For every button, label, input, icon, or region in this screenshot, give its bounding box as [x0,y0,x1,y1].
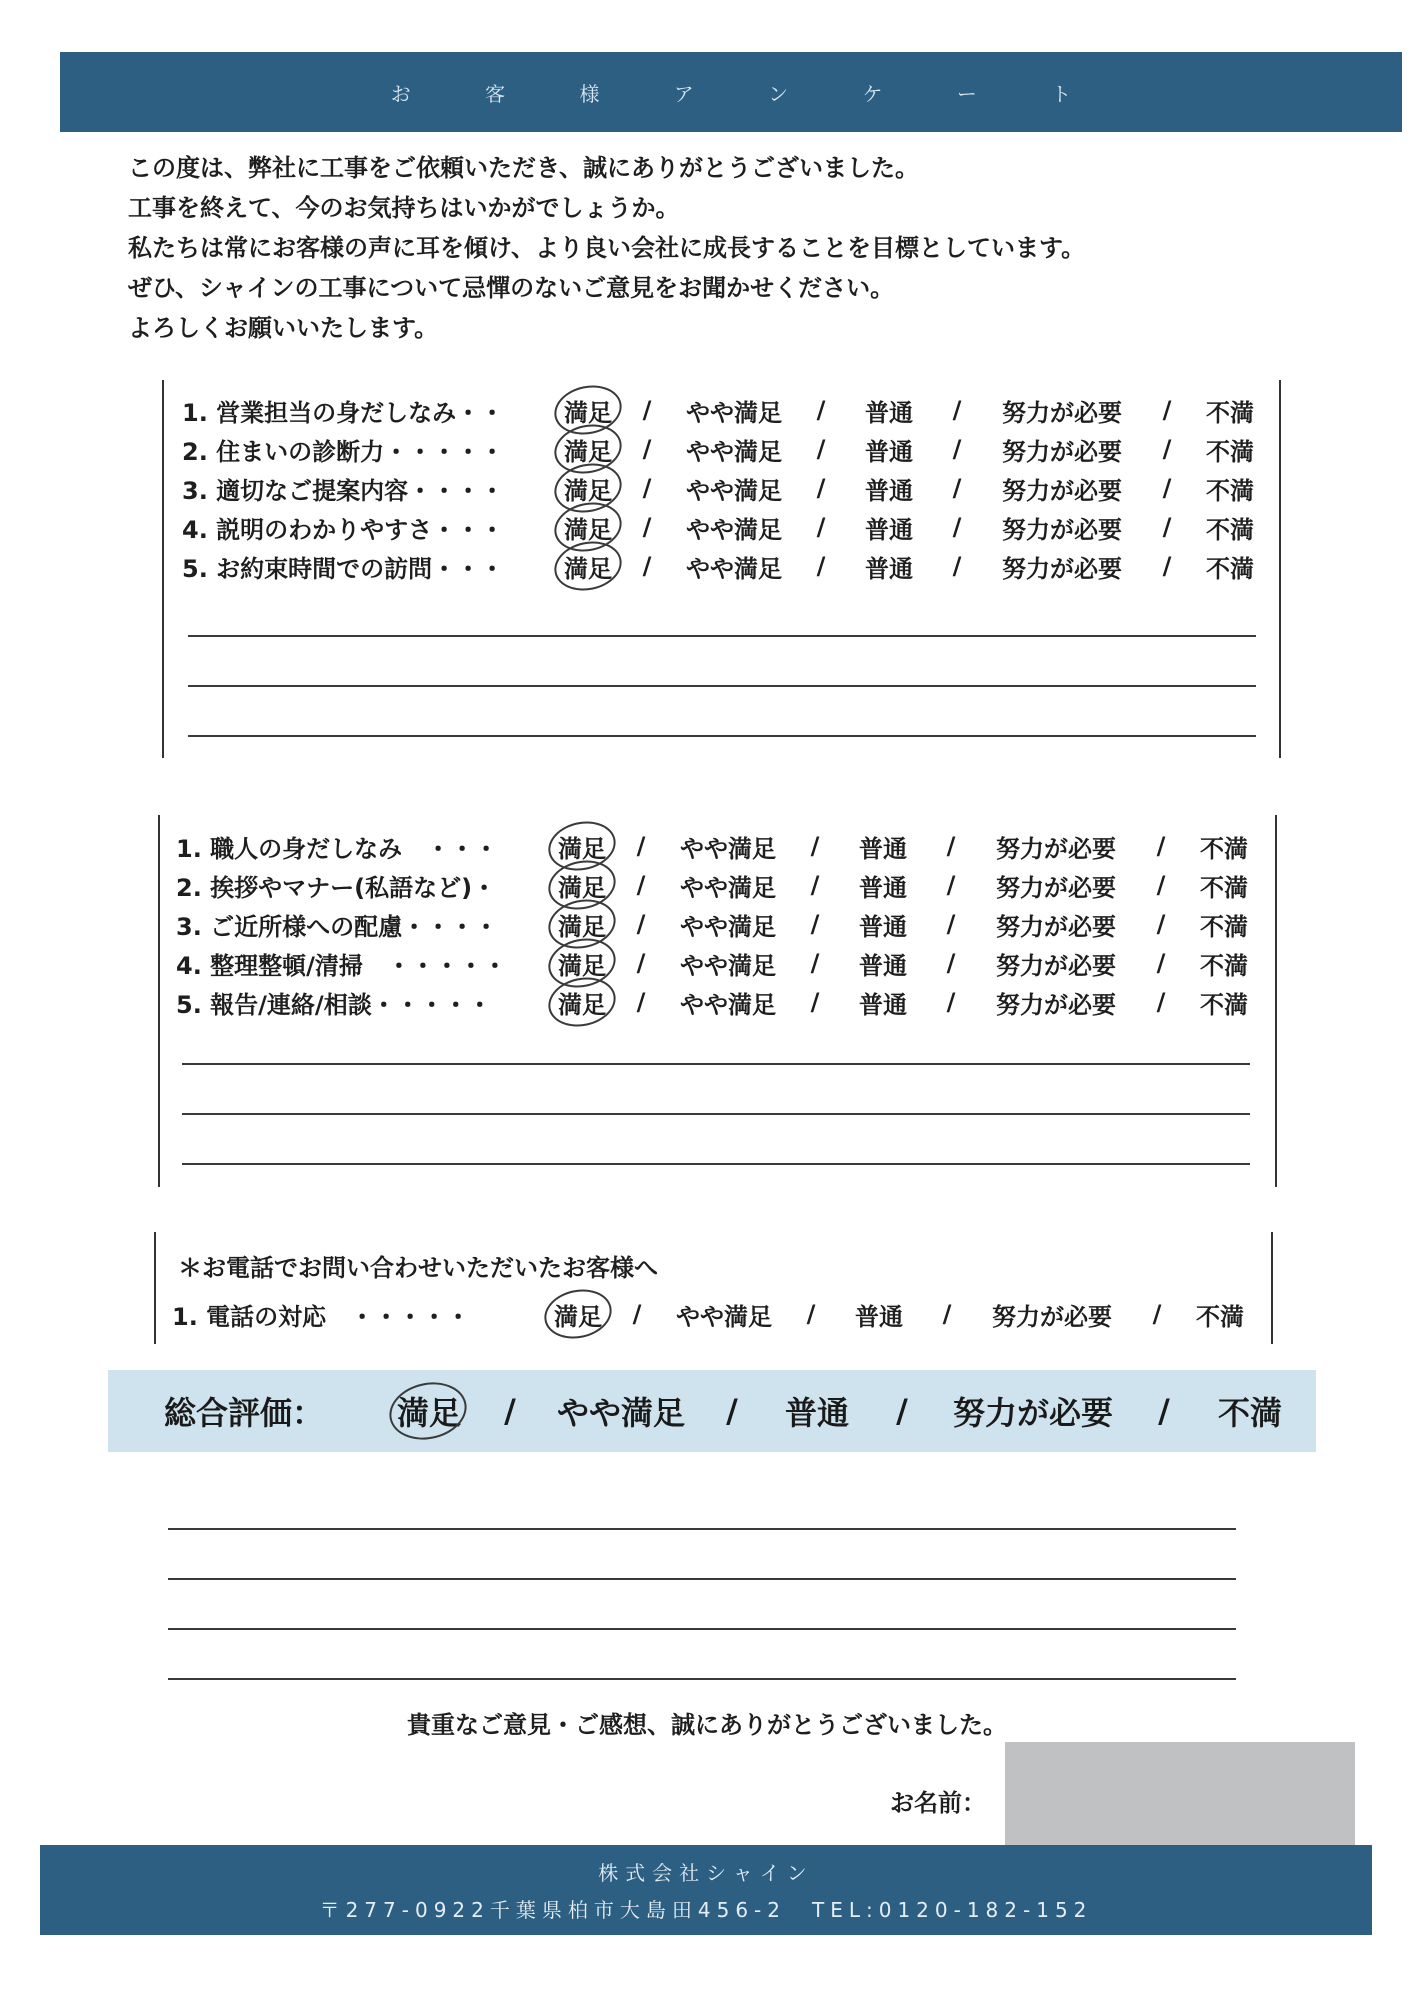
option-needs-effort[interactable] [969,946,1143,981]
option-label: やや満足 [680,990,776,1019]
option-satisfied[interactable] [541,946,623,981]
separator: / [642,435,652,463]
question-label: 4. 整理整頓/清掃 ・・・・・ [176,951,507,980]
question-label: 3. ご近所様への配慮・・・・ [176,912,499,941]
option-somewhat-satisfied[interactable] [655,1297,793,1332]
separator: / [952,513,962,541]
separator: / [1152,1300,1162,1328]
option-satisfied[interactable] [541,985,623,1020]
question-row [176,827,1269,865]
option-somewhat-satisfied[interactable] [659,907,797,942]
separator: / [726,1392,738,1430]
separator: / [946,910,956,938]
option-label: 満足 [558,912,606,941]
overall-option-needs-effort[interactable] [928,1388,1138,1434]
separator: / [816,474,826,502]
option-label: 不満 [1196,1302,1244,1331]
overall-rating-label: 総合評価： [164,1394,325,1432]
question-label: 2. 住まいの診断力・・・・・ [182,437,505,466]
option-label: 満足 [564,554,612,583]
overall-option-somewhat-satisfied[interactable] [536,1388,706,1434]
comment-line[interactable] [168,1628,1236,1630]
option-label: 普通 [784,1394,849,1432]
option-dissatisfied[interactable] [1179,829,1269,864]
question-label: 5. お約束時間での訪問・・・ [182,554,505,583]
separator: / [810,832,820,860]
option-dissatisfied[interactable] [1179,907,1269,942]
separator: / [632,1300,642,1328]
separator: / [946,832,956,860]
company-footer [40,1845,1372,1935]
separator: / [636,832,646,860]
option-label: 満足 [554,1302,602,1331]
option-average[interactable] [839,510,939,545]
option-dissatisfied[interactable] [1185,432,1275,467]
option-label: 満足 [564,476,612,505]
option-label: 不満 [1206,554,1254,583]
intro-line: 工事を終えて、今のお気持ちはいかがでしょうか。 [128,194,680,222]
option-needs-effort[interactable] [975,432,1149,467]
option-label: 普通 [865,515,913,544]
option-label: 普通 [865,398,913,427]
survey-title: お 客 様 ア ン ケ ー ト [390,81,1106,106]
intro-line: ぜひ、シャインの工事について忌憚のないご意見をお聞かせください。 [128,274,895,302]
intro-line: 私たちは常にお客様の声に耳を傾け、より良い会社に成長することを目標としています。 [128,234,1086,262]
option-label: 満足 [558,834,606,863]
option-label: 努力が必要 [996,912,1116,941]
option-satisfied[interactable] [547,471,629,506]
separator: / [946,871,956,899]
overall-option-satisfied[interactable] [374,1388,484,1434]
option-label: 不満 [1206,437,1254,466]
option-dissatisfied[interactable] [1185,549,1275,584]
separator: / [816,396,826,424]
option-label: やや満足 [686,476,782,505]
separator: / [504,1392,516,1430]
separator: / [1162,474,1172,502]
separator: / [816,552,826,580]
option-label: 普通 [859,873,907,902]
option-somewhat-satisfied[interactable] [665,432,803,467]
option-needs-effort[interactable] [975,393,1149,428]
option-somewhat-satisfied[interactable] [659,868,797,903]
option-label: 普通 [865,476,913,505]
option-dissatisfied[interactable] [1185,471,1275,506]
question-label: 5. 報告/連絡/相談・・・・・ [176,990,492,1019]
comment-line[interactable] [188,635,1256,637]
separator: / [636,949,646,977]
option-label: 努力が必要 [1002,437,1122,466]
option-label: やや満足 [680,951,776,980]
separator: / [642,474,652,502]
comment-line[interactable] [188,685,1256,687]
separator: / [942,1300,952,1328]
option-label: 満足 [564,515,612,544]
option-label: 努力が必要 [1002,398,1122,427]
question-label: 1. 職人の身だしなみ ・・・ [176,834,499,863]
option-label: 普通 [859,834,907,863]
option-needs-effort[interactable] [975,510,1149,545]
separator: / [642,552,652,580]
comment-line[interactable] [168,1678,1236,1680]
option-label: 努力が必要 [952,1394,1113,1432]
separator: / [952,474,962,502]
option-average[interactable] [833,829,933,864]
separator: / [806,1300,816,1328]
question-row [176,866,1269,904]
survey-title-banner [60,52,1402,132]
separator: / [1162,552,1172,580]
separator: / [816,435,826,463]
option-label: 努力が必要 [1002,476,1122,505]
separator: / [1162,435,1172,463]
option-label: やや満足 [686,554,782,583]
option-needs-effort[interactable] [975,549,1149,584]
separator: / [636,871,646,899]
option-label: やや満足 [556,1394,685,1432]
option-label: 普通 [865,437,913,466]
option-label: 不満 [1200,873,1248,902]
option-label: 不満 [1206,398,1254,427]
option-label: 努力が必要 [1002,554,1122,583]
option-label: 努力が必要 [996,990,1116,1019]
separator: / [816,513,826,541]
comment-line[interactable] [168,1578,1236,1580]
option-dissatisfied[interactable] [1185,393,1275,428]
comment-line[interactable] [188,735,1256,737]
option-label: 普通 [855,1302,903,1331]
separator: / [1156,832,1166,860]
separator: / [946,988,956,1016]
separator: / [810,871,820,899]
option-somewhat-satisfied[interactable] [665,393,803,428]
option-label: 満足 [564,398,612,427]
name-label: お名前： [890,1789,986,1817]
separator: / [1162,513,1172,541]
separator: / [642,513,652,541]
option-somewhat-satisfied[interactable] [659,829,797,864]
option-label: やや満足 [680,912,776,941]
option-label: 努力が必要 [996,834,1116,863]
company-name: 株式会社シャイン [598,1861,814,1885]
question-row [182,547,1275,585]
option-label: 努力が必要 [992,1302,1112,1331]
option-needs-effort[interactable] [969,985,1143,1020]
option-somewhat-satisfied[interactable] [665,510,803,545]
option-average[interactable] [833,946,933,981]
overall-option-dissatisfied[interactable] [1190,1388,1310,1434]
separator: / [1162,396,1172,424]
separator: / [896,1392,908,1430]
company-address: 〒277-0922千葉県柏市大島田456-2 TEL:0120-182-152 [319,1898,1093,1922]
question-label: 2. 挨拶やマナー(私語など)・ [176,873,497,902]
separator: / [952,435,962,463]
question-row [182,508,1275,546]
separator: / [810,949,820,977]
option-satisfied[interactable] [537,1297,619,1332]
option-label: やや満足 [686,515,782,544]
separator: / [946,949,956,977]
option-label: 不満 [1200,834,1248,863]
question-row [182,469,1275,507]
separator: / [636,988,646,1016]
option-satisfied[interactable] [541,868,623,903]
option-label: 普通 [859,951,907,980]
option-average[interactable] [829,1297,929,1332]
option-label: やや満足 [686,437,782,466]
separator: / [1156,871,1166,899]
option-average[interactable] [839,432,939,467]
option-average[interactable] [839,471,939,506]
question-label: 3. 適切なご提案内容・・・・ [182,476,505,505]
thanks-message: 貴重なご意見・ご感想、誠にありがとうございました。 [407,1711,1007,1739]
question-row [176,983,1269,1021]
option-satisfied[interactable] [547,432,629,467]
option-label: 不満 [1206,515,1254,544]
option-label: 不満 [1206,476,1254,505]
option-needs-effort[interactable] [969,829,1143,864]
option-average[interactable] [839,549,939,584]
question-row [176,944,1269,982]
question-label: 4. 説明のわかりやすさ・・・ [182,515,505,544]
option-needs-effort[interactable] [969,868,1143,903]
option-satisfied[interactable] [547,549,629,584]
option-satisfied[interactable] [541,829,623,864]
option-somewhat-satisfied[interactable] [659,946,797,981]
separator: / [810,910,820,938]
section-phone-title: ＊お電話でお問い合わせいただいたお客様へ [178,1254,658,1282]
option-dissatisfied[interactable] [1179,985,1269,1020]
option-satisfied[interactable] [547,510,629,545]
separator: / [1158,1392,1170,1430]
option-dissatisfied[interactable] [1185,510,1275,545]
question-row [182,391,1275,429]
option-dissatisfied[interactable] [1179,946,1269,981]
question-row [172,1295,1265,1333]
option-average[interactable] [839,393,939,428]
option-label: 普通 [859,912,907,941]
option-label: 努力が必要 [1002,515,1122,544]
option-label: やや満足 [680,834,776,863]
option-label: やや満足 [680,873,776,902]
option-label: やや満足 [686,398,782,427]
option-label: 満足 [564,437,612,466]
overall-option-average[interactable] [758,1388,876,1434]
intro-line: よろしくお願いいたします。 [128,314,439,342]
intro-text [128,148,1085,348]
question-row [176,905,1269,943]
option-needs-effort[interactable] [965,1297,1139,1332]
option-average[interactable] [833,907,933,942]
option-label: 不満 [1200,990,1248,1019]
comment-line[interactable] [168,1528,1236,1530]
comment-line[interactable] [182,1063,1250,1065]
overall-rating-band [108,1370,1316,1452]
separator: / [952,552,962,580]
option-label: 満足 [558,990,606,1019]
comment-line[interactable] [182,1113,1250,1115]
separator: / [1156,910,1166,938]
intro-line: この度は、弊社に工事をご依頼いただき、誠にありがとうございました。 [128,154,920,182]
option-average[interactable] [833,985,933,1020]
separator: / [1156,988,1166,1016]
option-somewhat-satisfied[interactable] [665,471,803,506]
option-needs-effort[interactable] [969,907,1143,942]
option-label: やや満足 [676,1302,772,1331]
separator: / [810,988,820,1016]
question-row [182,430,1275,468]
option-label: 不満 [1200,912,1248,941]
option-average[interactable] [833,868,933,903]
separator: / [952,396,962,424]
option-label: 満足 [558,873,606,902]
question-label: 1. 電話の対応 ・・・・・ [172,1302,471,1331]
comment-line[interactable] [182,1163,1250,1165]
option-satisfied[interactable] [541,907,623,942]
option-label: 満足 [396,1394,461,1432]
separator: / [1156,949,1166,977]
option-label: 努力が必要 [996,951,1116,980]
option-label: 満足 [558,951,606,980]
option-dissatisfied[interactable] [1179,868,1269,903]
option-label: 不満 [1217,1394,1282,1432]
separator: / [636,910,646,938]
option-needs-effort[interactable] [975,471,1149,506]
option-label: 努力が必要 [996,873,1116,902]
option-label: 普通 [865,554,913,583]
option-somewhat-satisfied[interactable] [665,549,803,584]
option-dissatisfied[interactable] [1175,1297,1265,1332]
question-label: 1. 営業担当の身だしなみ・・ [182,398,505,427]
option-somewhat-satisfied[interactable] [659,985,797,1020]
option-satisfied[interactable] [547,393,629,428]
option-label: 不満 [1200,951,1248,980]
separator: / [642,396,652,424]
option-label: 普通 [859,990,907,1019]
